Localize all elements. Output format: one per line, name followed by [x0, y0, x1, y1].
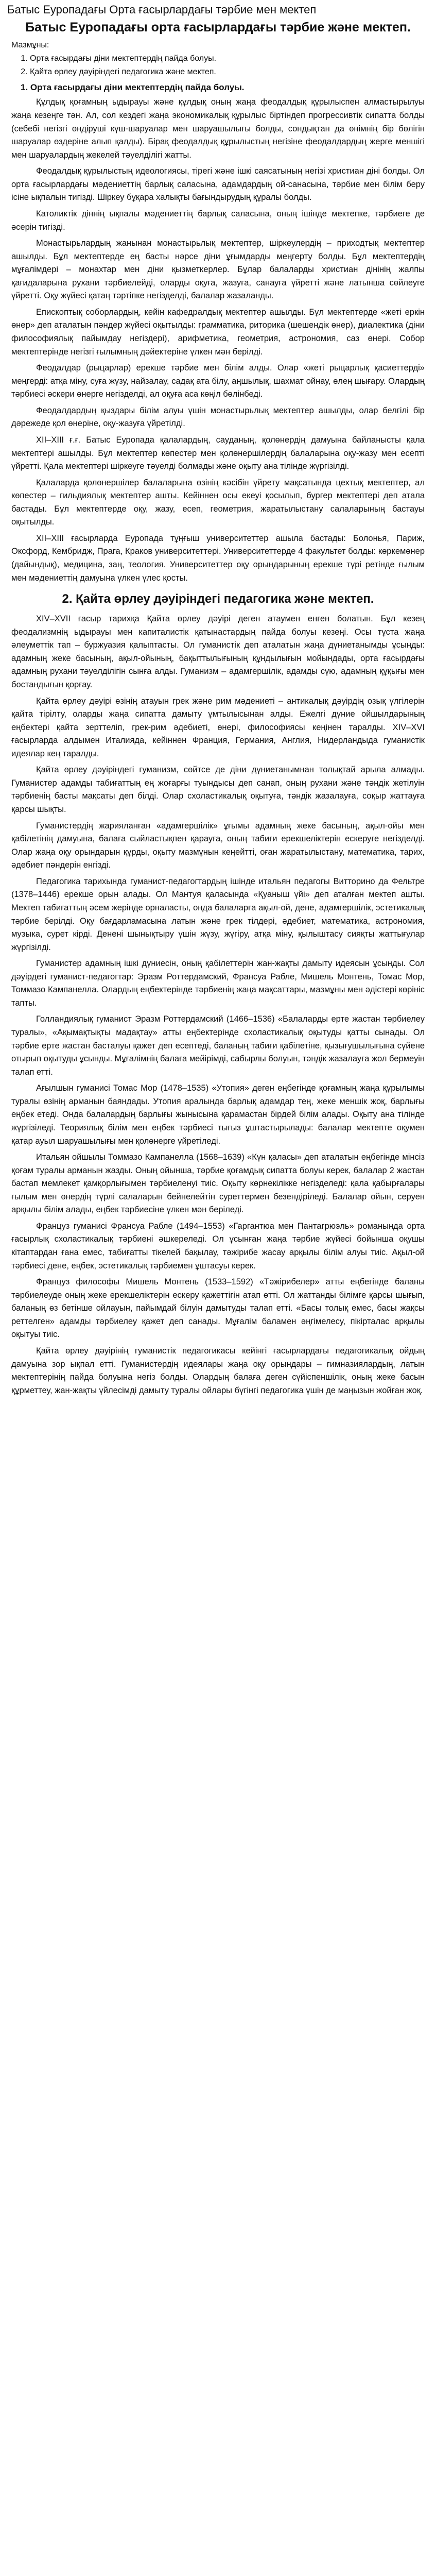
paragraph: Қайта өрлеу дәуіріндегі гуманизм, сөйтсе де діни дүниетанымнан толықтай арыла алмады. Гуманистер адамды табиғаттың ең жоғарғы туындысы деп санап, оның рухани және тәндік жетілуін тәрбиенің басты мақсаты деп білді. Олар схоластикалық оқытуға, тәндік жазалауға, соқыр жаттауға қарсы шықты. [11, 765, 425, 814]
paragraph: Француз гуманисі Франсуа Рабле (1494–1553) «Гаргантюа мен Пантагрюэль» романында орта ғасырлық схоластикалық тәрбиені әшкереледі. Ол ұсынған жаңа тәрбие жүйесі бойынша оқушы кітаптардан ғана емес, табиғатты тікелей бақылау, тәжірибе жасау арқылы білім алуы тиіс. Ақыл-ой тәрбиесі дене, еңбек, эстетикалық тәрбиемен ұштасуы керек. [11, 1221, 425, 1270]
toc-title: Мазмұны: [11, 41, 49, 50]
paragraph: Епископтық соборлардың, кейін кафедралдық мектептер ашылды. Бұл мектептерде «жеті еркін өнер» деп аталатын пәндер жүйесі оқытылды: грамматика, риторика (шешендік өнер), диалектика (діни философиялық пайымдау негіздері), арифметика, геометрия, астрономия, саз өнері. Собор мектептерінде негізгі ғылымның дәйектеріне үлкен мән берілді. [11, 307, 425, 357]
paragraph: Гуманистер адамның ішкі дүниесін, оның қабілеттерін жан-жақты дамыту идеясын ұсынды. Сол дәуірдегі гуманист-педагогтар: Эразм Роттердамский, Франсуа Рабле, Мишель Монтень, Томас Мор, Томмазо Кампанелла. Олардың еңбектерінде тәрбиенің жаңа мақсаттары, мазмұны мен әдістері көрініс тапты. [11, 959, 425, 1008]
section-heading-1: 1. Орта ғасырдағы діни мектептердің пайда болуы. [21, 82, 245, 93]
main-heading: Батыс Еуропадағы орта ғасырлардағы тәрбие және мектеп. [25, 20, 411, 35]
paragraph: Қайта өрлеу дәуірі өзінің атауын грек және рим мәдениеті – антикалық дәуірдің озық үлгілерін қайта тірілту, оларды жаңа сипатта дамыту ұмтылысынан алды. Ежелгі дүние ойшылдарының еңбектері қайта зерттеліп, грек-рим әдебиеті, өнері, философиясы кеңінен таралды. XIV–XVI ғасырларда алдымен Италияда, кейіннен Франция, Германия, Англия, Нидерландыда гуманистік идеялар кең таралды. [11, 696, 425, 758]
toc-item: 1. Орта ғасырдағы діни мектептердің пайда болуы. [30, 52, 436, 65]
paragraph: Құлдық қоғамның ыдырауы және құлдық оның жаңа феодалдық құрылыспен алмастырылуы жаңа кезеңге тән. Ал, сол кездегі жаңа экономикалық құрылыс біртіндеп прогрессивтік сипатта болды (себебі негізгі өндіруші күш-шаруалар мен шаруашылығы болды, сондықтан да өнімнің бір бөлігін шаруалар өздеріне алып қалды). Бірақ феодалдық құрылыстың негізіне феодалдардың жерге меншігі мен шаруалардың жекелей тәуелділігі жатты. [11, 97, 425, 160]
paragraph: XIV–XVII ғасыр тарихқа Қайта өрлеу дәуірі деген атаумен енген болатын. Бұл кезең феодализмнің ыдырауы мен капиталистік қатынастардың пайда болуы кезеңі. Осы тұста жаңа әлеуметтік тап – буржуазия қалыптасты. Ол гуманистік деп аталатын жаңа дүниетанымды ұсынды: адамның жеке басының, ақыл-ойының, бақыттылығының құндылығын мойындады, орта ғасырдағы адамның рухани тәуелділігін сынға алды. Гуманизм – адамгершілік, адамды сүю, адамның құқығы мен бостандығын қорғау. [11, 614, 425, 689]
paragraph: Гуманистердің жарияланған «адамгершілік» ұғымы адамның жеке басының, ақыл-ойы мен қабілетінің дамуына, балаға сыйластықпен қарауға, оның табиғи ерекшеліктерін ескеруге негізделді. Олар жаңа оқу орындарын құрды, оқыту мазмұнын кеңейтті, оған жаратылыстану, математика, тарих, әдебиет пәндерін енгізді. [11, 821, 425, 870]
document-title: Батыс Еуропадағы Орта ғасырлардағы тәрбие мен мектеп [7, 3, 317, 16]
paragraph: Феодалдар (рыцарлар) ерекше тәрбие мен білім алды. Олар «жеті рыцарлық қасиеттерді» меңгерді: атқа міну, суға жүзу, найзалау, садақ ата білу, аңшылық, шахмат ойнау, өлең шығару. Олардың тәрбиесі әскери өнерге негізделді, ал оқуға аса көңіл бөлінбеді. [11, 363, 425, 399]
paragraph: XII–XIII ғ.ғ. Батыс Еуропада қалалардың, сауданың, қолөнердің дамуына байланысты қала мектептері ашылды. Бұл мектептер көпестер мен қолөнершілердің балаларына оқу-жазу мен есепті үйретті. Қала мектептері шіркеуге тәуелді болмады және оқыту ана тілінде жүргізілді. [11, 435, 425, 471]
toc-item: 2. Қайта өрлеу дәуіріндегі педагогика және мектеп. [30, 65, 436, 79]
paragraph: Ағылшын гуманисі Томас Мор (1478–1535) «Утопия» деген еңбегінде қоғамның жаңа құрылымы туралы өзінің арманын баяндады. Утопия аралында барлық адамдар тең, жеке меншік жоқ, барлығы еңбек етеді. Онда балалардың барлығы жынысына қарамастан бірдей білім алады. Оқыту ана тілінде жүргізіледі. Теориялық білім мен еңбек тәрбиесі тығыз ұштастырылады: балалар мектепте оқумен қатар ауыл шаруашылығы мен қолөнерге үйретіледі. [11, 1083, 425, 1146]
paragraph: Голландиялық гуманист Эразм Роттердамский (1466–1536) «Балаларды ерте жастан тәрбиелеу туралы», «Ақымақтықты мадақтау» атты еңбектерінде схоластикалық оқытуды қатты сынады. Ол тәрбие ерте жастан басталуы қажет деп есептеді, баланың табиғи қабілетіне, қызығушылығына сүйене отырып оқытуды ұсынды. Мұғалімнің балаға мейірімді, сабырлы болуын, тәндік жазалауға жол бермеуін талап етті. [11, 1014, 425, 1077]
paragraph: Феодалдардың қыздары білім алуы үшін монастырьлық мектептер ашылды, олар белгілі бір дәрежеде қол өнеріне, оқу-жазуға үйретілді. [11, 405, 425, 429]
section-2-body [0, 613, 436, 1397]
table-of-contents [21, 52, 436, 78]
paragraph: XII–XIII ғасырларда Еуропада тұңғыш университеттер ашыла бастады: Болонья, Париж, Оксфорд, Кембридж, Прага, Краков университеттері. Университеттерде 4 факультет болды: көркемөнер (дайындық), медицина, заң, теология. Университеттер оқу орындарының ерекше түрі ретінде ғылым мен мәдениеттің дамуына үлкен үлес қосты. [11, 533, 425, 583]
paragraph: Итальян ойшылы Томмазо Кампанелла (1568–1639) «Күн қаласы» деп аталатын еңбегінде мінсіз қоғам туралы арманын жазды. Оның ойынша, тәрбие қоғамдық сипатта болуы керек, балалар 2 жастан бастап мемлекет қамқорлығымен тәрбиеленуі тиіс. Оқыту көрнекілікке негізделеді: қала қабырғалары ғылым мен өнердің түрлі салаларын бейнелейтін суреттермен безендіріледі. Балалар ойын, серуен арқылы білім алады, еңбек тәрбиесіне үлкен мән беріледі. [11, 1153, 425, 1215]
paragraph: Қайта өрлеу дәуірінің гуманистік педагогикасы кейінгі ғасырлардағы педагогикалық ойдың дамуына зор ықпал етті. Гуманистердің идеялары жаңа оқу орындары – гимназиялардың, латын мектептерінің пайда болуына негіз болды. Олардың балаға деген сүйіспеншілік, оның жеке басын құрметтеу, жан-жақты үйлесімді дамыту туралы ойлары бүгінгі педагогика үшін де маңызын жойған жоқ. [11, 1346, 425, 1395]
paragraph: Католиктік діннің ықпалы мәдениеттің барлық саласына, оның ішінде мектепке, тәрбиеге де әсерін тигізді. [11, 209, 425, 232]
paragraph: Француз философы Мишель Монтень (1533–1592) «Тәжірибелер» атты еңбегінде баланы тәрбиелеуде оның жеке ерекшеліктерін ескеру қажеттігін атап өтті. Ол жаттанды білімге қарсы шығып, баланың өз бетінше ойлауын, пайымдай білуін дамытуды талап етті. «Басы толық емес, басы жақсы реттелген» адамды тәрбиелеу қажет деп санады. Мұғалім баламен әңгімелесу, пікірталас арқылы оқытуы тиіс. [11, 1277, 425, 1340]
paragraph: Феодалдық құрылыстың идеологиясы, тірегі және ішкі саясатының негізі христиан діні болды. Ол орта ғасырлардағы мәдениеттің барлық саласына, адамдардың ой-санасына, тәрбие мен білім беру ісіне ықпалын тигізді. Шіркеу бұқара халықты бағындырудың құралы болды. [11, 166, 425, 202]
section-1-body [0, 96, 436, 585]
paragraph: Қалаларда қолөнершілер балаларына өзінің кәсібін үйрету мақсатында цехтық мектептер, ал көпестер – гильдиялық мектептер ашты. Кейіннен осы екеуі қосылып, бургер мектептері деп атала бастады. Бұл мектептерде оқу, жазу, есеп, геометрия, жаратылыстану салаларының бастауы оқытылды. [11, 478, 425, 527]
paragraph: Педагогика тарихында гуманист-педагогтардың ішінде итальян педагогы Витторино да Фельтре (1378–1446) ерекше орын алады. Ол Мантуя қаласында «Қуаныш үйі» деп аталған мектеп ашты. Мектеп табиғаттың әсем жерінде орналасты, онда балаларға ақыл-ой, дене, адамгершілік, эстетикалық тәрбие берілді. Оқу бағдарламасына латын және грек тілдері, әдебиет, математика, астрономия, музыка, сурет кірді. Денені шынықтыру үшін жүзу, жүгіру, атқа міну, қылыштасу сияқты жаттығулар жүргізілді. [11, 876, 425, 952]
section-heading-2: 2. Қайта өрлеу дәуіріндегі педагогика және мектеп. [62, 592, 374, 606]
paragraph: Монастырьлардың жанынан монастырьлық мектептер, шіркеулердің – приходтық мектептер ашылды. Бұл мектептерде ең басты нәрсе діни ұғымдарды меңгерту болды. Бұл мектептердің мұғалімдері – монахтар мен діни қызметкерлер. Бұлар балаларды христиан дінінің жалпы қағидаларына рухани тәрбиелейді, оларды оқуға, жазуға, санауға үйретті және латынша сөйлеуге үйретті. Оқу жүйесі қатаң тәртіпке негізделді, балалар жазаланды. [11, 239, 425, 301]
